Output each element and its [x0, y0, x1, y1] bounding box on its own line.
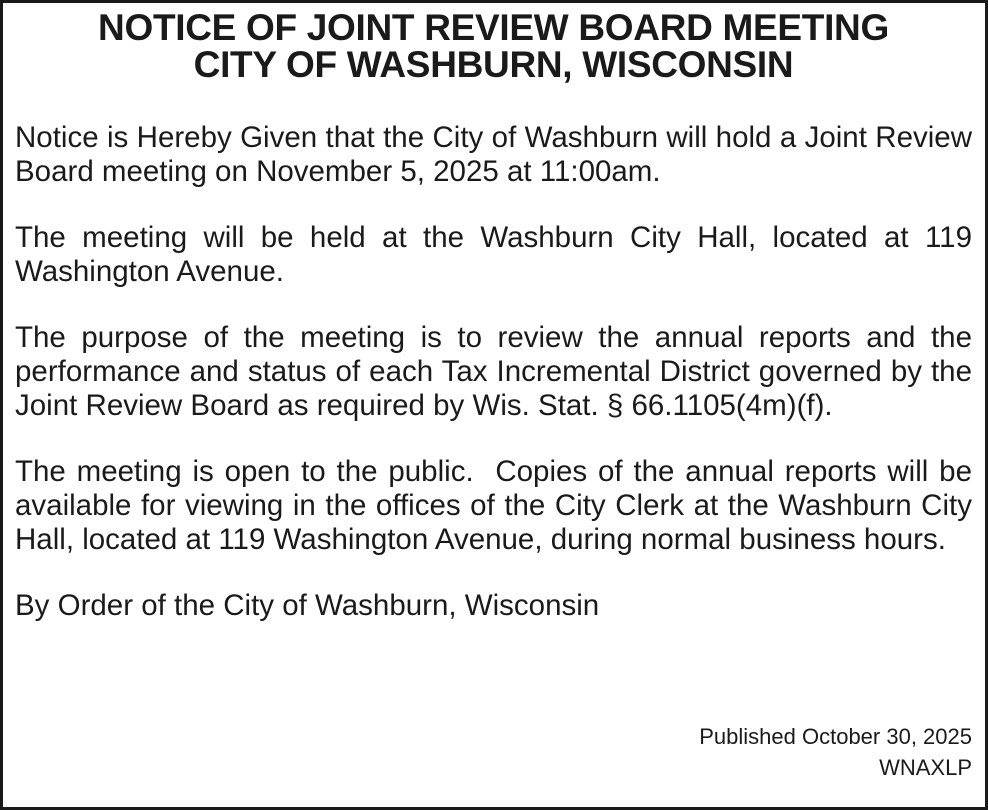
- notice-body: [15, 121, 981, 623]
- published-date: Published October 30, 2025: [699, 724, 972, 749]
- paragraph-public-access: The meeting is open to the public. Copies of the annual reports will be available for viewing in the offices of the City Clerk at the Washburn City Hall, located at 119 Washington Avenue, during normal business hours.: [15, 455, 981, 556]
- paragraph-meeting-location: The meeting will be held at the Washburn City Hall, located at 119 Washington Avenue.: [15, 221, 972, 288]
- notice-title-line-2: CITY OF WASHBURN, WISCONSIN: [193, 44, 794, 85]
- notice-title-line-1: NOTICE OF JOINT REVIEW BOARD MEETING: [98, 7, 889, 48]
- notice-title: [15, 9, 972, 83]
- paragraph-meeting-purpose: The purpose of the meeting is to review the annual reports and the performance and status of each Tax Incremental District governed by the Joint Review Board as required by Wis. Stat. § 66.1105(4m)(f).: [15, 321, 972, 422]
- publication-code: WNAXLP: [879, 755, 972, 780]
- signoff-line: By Order of the City of Washburn, Wisconsin: [15, 589, 600, 622]
- paragraph-meeting-announcement: Notice is Hereby Given that the City of Washburn will hold a Joint Review Board meeting on November 5, 2025 at 11:00am.: [15, 121, 972, 188]
- notice-footer: [699, 721, 972, 783]
